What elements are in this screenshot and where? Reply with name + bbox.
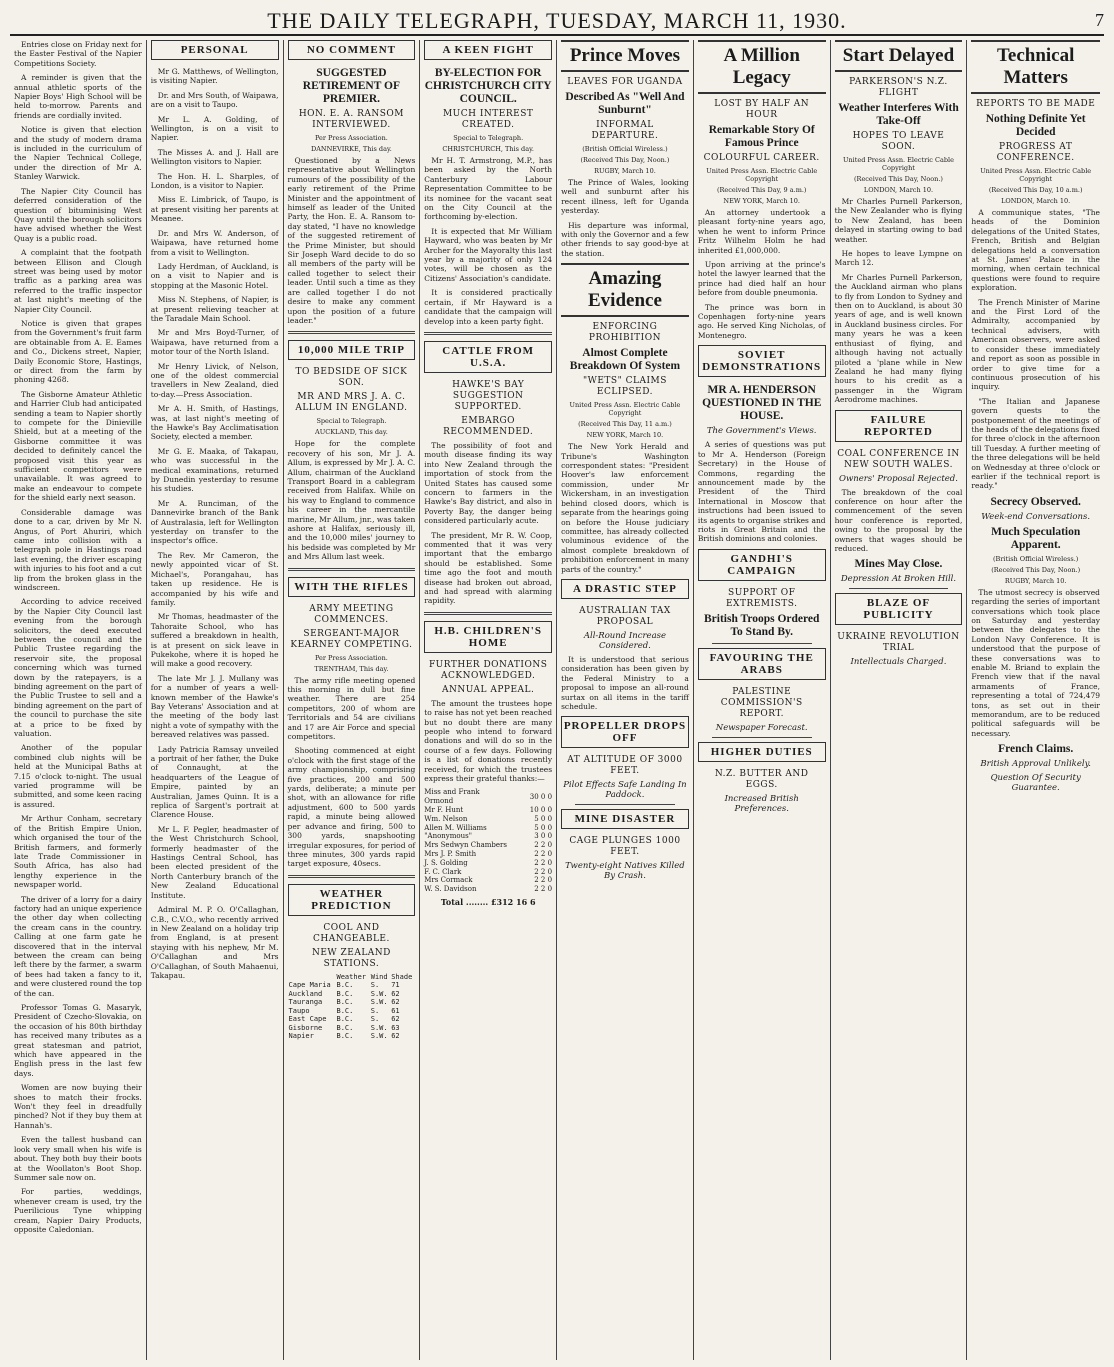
paragraph: The Gisborne Amateur Athletic and Harrier Club had anticipated sending a team to Napier shortly to compete for the Dinieville Shield, but at a meeting of the Gisborne committee it was decided to definitely cancel the proposed visit this year as sufficient competitors were unavailable. It was agreed to make an endeavour to compete for the shield early next season.	[14, 389, 142, 503]
paragraph: Even the tallest husband can look very small when his wife is about. They both buy their boots at the Woollaton's Boot Shop. Summer sale now on.	[14, 1135, 142, 1182]
paragraph: The president, Mr R. W. Coop, commented that it was very important that the embargo should be established. Some time ago the foot and mouth disease had broken out abroad, and had spread with alarming rapidity.	[424, 530, 553, 606]
donor-name: W. S. Davidson	[424, 885, 477, 894]
dateline: RUGBY, March 10.	[1004, 576, 1067, 585]
donation-row	[424, 859, 552, 868]
subheadline: Newspaper Forecast.	[715, 722, 808, 733]
credit-line: (Received This Day, Noon.)	[580, 156, 670, 164]
weather-row	[288, 1007, 416, 1016]
donation-row	[424, 832, 552, 841]
subheadline: FURTHER DONATIONS ACKNOWLEDGED.	[428, 659, 548, 681]
column-news-8	[967, 40, 1104, 1360]
headline: SUGGESTED RETIREMENT OF PREMIER.	[302, 67, 401, 105]
masthead	[10, 6, 1104, 36]
donation-amount: 2 2 0	[534, 876, 553, 885]
donation-row	[424, 788, 552, 806]
donation-amount: 10 0 0	[529, 806, 553, 815]
weather-cell: S.W.	[370, 998, 388, 1007]
section-heading: H.B. CHILDREN'S HOME	[424, 621, 552, 653]
subheadline: Intellectuals Charged.	[850, 657, 947, 668]
weather-cell: 61	[391, 1006, 400, 1015]
donation-amount: 2 2 0	[534, 858, 553, 867]
donor-name: Mr F. Hunt	[424, 806, 464, 815]
paragraph: Mr and Mrs Boyd-Turner, of Waipawa, have returned from a motor tour of the North Island.	[150, 328, 279, 357]
weather-cell: B.C.	[336, 1015, 354, 1024]
column-news-4	[420, 40, 557, 1360]
paragraph: Notice is given that grapes from the Government's fruit farm are obtainable from A. E. Eames and Co., Dickens street, Napier, Daily Economic Store, Hastings, or direct from the farm by phoning 4268.	[14, 318, 142, 385]
donation-row	[424, 850, 552, 859]
weather-cell: Taupo	[288, 1006, 310, 1015]
section-heading: GANDHI'S CAMPAIGN	[698, 549, 826, 581]
story-body	[424, 699, 552, 784]
paragraph: The utmost secrecy is observed regarding the series of important conversations which took place on Saturday and yesterday between the delegates to the London Navy Conference. It is understood that the purpose of these conversations was to enable M. Briand to explain the French view that if the naval armaments of France, representing a total of 724,479 tons, as set out in their memorandum, are to be reduced political safeguards will be necessary.	[971, 587, 1100, 738]
paragraph: "The Italian and Japanese govern quests to the postponement of the meetings of the heads of the delegations fixed for three o'clock in the afternoon till Tuesday. A further meeting of the three delegations will be held on Wednesday at three o'clock or earlier if the technical report is ready."	[971, 396, 1100, 491]
weather-cell: B.C.	[336, 981, 354, 990]
subheadline: PALESTINE COMMISSION'S REPORT.	[720, 686, 803, 719]
paragraph: Mr Arthur Conham, secretary of the British Empire Union, which organised the tour of the British farmers, and formerly late Trade Commissioner in South Africa, has also had lengthy experience in the newspaper world.	[14, 814, 142, 890]
story-body	[288, 156, 416, 325]
subheadline: HAWKE'S BAY SUGGESTION SUPPORTED.	[452, 379, 525, 412]
headline: Almost Complete Breakdown Of System	[569, 347, 681, 373]
weather-table	[288, 973, 416, 1041]
donation-row	[424, 876, 552, 885]
weather-row	[288, 1015, 416, 1024]
paragraph: The prince was born in Copenhagen forty-nine years ago. He served King Nicholas, of Montenegro.	[697, 302, 826, 340]
subheadline: British Approval Unlikely.	[980, 759, 1091, 770]
section-heading: A DRASTIC STEP	[561, 579, 689, 599]
credit-line: Special to Telegraph.	[453, 134, 524, 142]
paragraph: A complaint that the footpath between Ellison and Clough street was being used by motor traffic as a parking area was referred to the traffic inspector at last night's meeting of the Napier City Council.	[14, 248, 142, 314]
divider	[288, 331, 416, 334]
paragraph: A series of questions was put to Mr A. Henderson (Foreign Secretary) in the House of Commons, regarding the announcement made by the President of the Third International in Moscow that instructions had been issued to its agents to organise strikes and riots in Great Britain and the British dominions and colonies.	[697, 440, 826, 544]
weather-cell: S.W.	[370, 1023, 388, 1032]
paragraph: The breakdown of the coal conference on hour after the commencement of the seven hour conference is reported, owing to the proposal by the owners that wages should be reduced.	[834, 487, 963, 553]
paragraph: Upon arriving at the prince's hotel the lawyer learned that the prince had died half an hour before from double pneumonia.	[697, 260, 826, 298]
subheadline: AT ALTITUDE OF 3000 FEET.	[567, 755, 683, 777]
divider	[424, 332, 552, 335]
paragraph: The Napier City Council has deferred consideration of the question of bituminising West Quay until the borough solicitors have advised whether the West Quay is a public road.	[14, 186, 142, 243]
column-news-5	[557, 40, 694, 1360]
donor-name: Wm. Nelson	[424, 814, 468, 823]
subheadline: HOPES TO LEAVE SOON.	[852, 131, 945, 152]
paragraph: The Hon. H. L. Sharples, of London, is a visitor to Napier.	[150, 171, 279, 191]
weather-column-header: Wind	[370, 972, 388, 981]
column-local-notes	[10, 40, 147, 1360]
story-body	[698, 208, 826, 340]
section-heading: FAVOURING THE ARABS	[698, 648, 826, 680]
credit-line: Per Press Association.	[314, 653, 388, 662]
paragraph: His departure was informal, with only the Governor and a few other friends to say good-bye at the station.	[561, 220, 689, 258]
donation-row	[424, 824, 552, 833]
headline-large: Start Delayed	[835, 40, 963, 72]
paragraph: Miss E. Limbrick, of Taupo, is at present visiting her parents at Meanee.	[150, 195, 279, 224]
column-news-6	[694, 40, 831, 1360]
paragraph: Mr G. Matthews, of Wellington, is visiting Napier.	[150, 67, 279, 86]
credit-line: (British Official Wireless.)	[582, 145, 668, 153]
weather-cell: East Cape	[288, 1015, 327, 1024]
divider	[288, 875, 416, 878]
section-heading: CATTLE FROM U.S.A.	[424, 341, 552, 373]
paragraph: Mr Charles Purnell Parkerson, the New Zealander who is flying to New Zealand, has been delayed in starting owing to bad weather.	[834, 197, 963, 244]
personal-items	[151, 67, 279, 980]
donations-total: Total ........ £312 16 6	[440, 897, 536, 908]
weather-cell: Gisborne	[288, 1023, 323, 1032]
credit-line: United Press Assn. Electric Cable Copyright	[569, 401, 681, 418]
donor-name: Mrs Sedwyn Chambers	[424, 841, 507, 850]
paragraph: The amount the trustees hope to raise has not yet been reached but no doubt there are many people who intend to forward donations and will do so in the course of a few days. Following is a list of donations recently received, for which the trustees express their grateful thanks:—	[424, 698, 553, 784]
paragraph: Hope for the complete recovery of his son, Mr J. A. Allum, is expressed by Mr J. A. C. Allum, chairman of the Auckland Transport Board in a cablegram received from Halifax. While on his way to England to commence his career in the mercantile marine, Mr Allum, jnr., was taken ashore at Halifax, seriously ill, and the 10,000 miles' journey to his bedside was completed by Mr and Mrs Allum last week.	[287, 439, 416, 562]
weather-row	[288, 990, 416, 999]
paragraph: Mr G. E. Maaka, of Takapau, who was successful in the medical examinations, returned by Dunedin yesterday to resume his studies.	[150, 446, 279, 494]
credit-line: United Press Assn. Electric Cable Copyright	[706, 167, 818, 183]
subheadline: Pilot Effects Safe Landing In Paddock.	[563, 780, 687, 801]
donation-row	[424, 806, 552, 815]
donation-amount: 2 2 0	[534, 885, 553, 894]
paragraph: Professor Tomas G. Masaryk, President of Czecho-Slovakia, on the occasion of his 80th birthday has received many tributes as a great statesman and patriot, which have appeared in the English press in the last few days.	[14, 1003, 142, 1078]
subheadline: ANNUAL APPEAL.	[441, 684, 535, 695]
donation-row	[424, 885, 552, 894]
paragraph: Questioned by a News representative about Wellington rumours of the possibility of the early retirement of the Prime Minister and the appointment of himself as leader of the United Party, the Hon. E. A. Ransom to-day stated, "I have no knowledge of the suggested retirement of the Prime Minister, but should Sir Joseph Ward decide to do so all members of the party will be called together to select their leader. Until such a time as they are called together I do not desire to make any comment upon the position of a future leader."	[287, 156, 416, 325]
weather-cell: S.	[370, 981, 380, 990]
subheadline: UKRAINE REVOLUTION TRIAL	[837, 632, 960, 654]
subheadline: ARMY MEETING COMMENCES.	[309, 603, 394, 625]
paragraph: He hopes to leave Lympne on March 12.	[834, 249, 963, 268]
subheadline: LEAVES FOR UGANDA	[567, 77, 683, 87]
weather-column-header: Weather	[336, 972, 367, 981]
section-heading: BLAZE OF PUBLICITY	[835, 593, 963, 625]
section-heading: MINE DISASTER	[561, 809, 689, 829]
paragraph: The army rifle meeting opened this morning in dull but fine weather. There are 254 competitors, 200 of whom are Territorials and 54 are civilians and 17 are Air Force and special competitors.	[287, 675, 416, 742]
subheadline: TO BEDSIDE OF SICK SON.	[295, 367, 408, 389]
story-body	[424, 156, 552, 326]
weather-cell: 62	[391, 998, 400, 1007]
weather-cell: Napier	[288, 1032, 314, 1041]
paragraph: Miss N. Stephens, of Napier, is at present relieving teacher at the Taradale Main School.	[150, 295, 279, 323]
paragraph: A reminder is given that the annual athletic sports of the Napier Boys' High School will be held to-morrow. Parents and friends are cordially invited.	[14, 73, 142, 120]
donor-name: J. S. Golding	[424, 858, 468, 867]
section-heading: 10,000 MILE TRIP	[288, 340, 416, 360]
donation-amount: 5 0 0	[534, 823, 553, 832]
story-body	[561, 178, 689, 258]
paragraph: Notice is given that election and the study of modern drama is included in the curriculum of the Napier Technical College, under the direction of Mr A. Stanley Warwick.	[14, 125, 142, 182]
subheadline: REPORTS TO BE MADE	[976, 99, 1096, 109]
headline: Remarkable Story Of Famous Prince	[708, 124, 815, 149]
weather-cell: B.C.	[336, 989, 354, 998]
paragraph: Mr Thomas, headmaster of the Tahoraite School, who has suffered a breakdown in health, is at present on sick leave in Pukekohe, where it is hoped he will make a good recovery.	[150, 612, 279, 669]
subheadline: COAL CONFERENCE IN NEW SOUTH WALES.	[837, 448, 960, 470]
section-heading: WITH THE RIFLES	[288, 577, 416, 597]
column-news-7	[831, 40, 968, 1360]
dateline: NEW YORK, March 10.	[586, 431, 664, 440]
credit-line: (Received This Day, 10 a.m.)	[988, 186, 1083, 194]
dateline: TRENTHAM, This day.	[314, 664, 389, 673]
subheadline: CAGE PLUNGES 1000 FEET.	[569, 836, 681, 858]
paragraph: The late Mr J. J. Mullany was for a number of years a well-known member of the Hawke's Bay Veterans' Association and at the meeting of the body last night a vote of sympathy with the bereaved relatives was passed.	[150, 673, 279, 740]
subheadline: "WETS" CLAIMS ECLIPSED.	[582, 376, 667, 398]
subheadline: EMBARGO RECOMMENDED.	[443, 415, 534, 437]
story-body	[698, 440, 826, 543]
paragraph: It is understood that serious consideration has been given by the Federal Ministry to a proposal to impose an all-round surtax on all items in the tariff schedule.	[561, 654, 689, 711]
headline: Secrecy Observed.	[990, 495, 1081, 508]
subheadline: SERGEANT-MAJOR KEARNEY COMPETING.	[290, 628, 413, 650]
divider	[288, 568, 416, 571]
paragraph: The Prince of Wales, looking well and sunburnt after his recent illness, left for Uganda yesterday.	[561, 178, 689, 216]
divider	[712, 737, 812, 738]
paragraph: It is expected that Mr William Hayward, who was beaten by Mr Archer for the Mayoralty this last year by a majority of only 124 votes, will be chosen as the Citizens' Association's candidate.	[424, 226, 553, 283]
headline-large: Prince Moves	[561, 40, 689, 72]
headline: Nothing Definite Yet Decided	[985, 113, 1086, 138]
headline: British Troops Ordered To Stand By.	[703, 612, 820, 638]
weather-cell: Tauranga	[288, 998, 323, 1007]
weather-cell: 62	[391, 1032, 400, 1041]
subheadline: PROGRESS AT CONFERENCE.	[996, 142, 1075, 163]
paragraph: Women are now buying their shoes to match their frocks. Won't they feel in dreadfully pinched? Not if they buy them at Hannah's.	[14, 1083, 142, 1130]
dateline: DANNEVIRKE, This day.	[311, 145, 392, 153]
weather-cell: S.	[370, 1006, 380, 1015]
weather-subheading: COOL AND CHANGEABLE.	[312, 922, 390, 944]
weather-cell: B.C.	[336, 1023, 354, 1032]
subheadline: N.Z. BUTTER AND EGGS.	[714, 768, 809, 790]
credit-line: (Received This Day, 11 a.m.)	[578, 420, 672, 429]
divider	[849, 588, 949, 589]
headline-large: A Million Legacy	[698, 40, 826, 94]
credit-line: (Received This Day, 9 a.m.)	[716, 186, 807, 194]
subheadline: AUSTRALIAN TAX PROPOSAL	[579, 605, 671, 627]
weather-cell: 62	[391, 1015, 400, 1024]
story-body	[424, 441, 552, 606]
weather-heading: WEATHER PREDICTION	[288, 884, 416, 916]
dateline: RUGBY, March 10.	[594, 167, 656, 175]
story-body	[971, 588, 1100, 739]
dateline: NEW YORK, March 10.	[723, 197, 800, 205]
donor-name: Mrs J. P. Smith	[424, 850, 477, 859]
weather-header-row	[288, 973, 416, 982]
subheadline: INFORMAL DEPARTURE.	[591, 120, 659, 141]
paragraph: Entries close on Friday next for the Easter Festival of the Napier Competitions Society.	[14, 40, 142, 68]
headline: BY-ELECTION FOR CHRISTCHURCH CITY COUNCIL.	[424, 67, 552, 105]
paragraph: Mr L. A. Golding, of Wellington, is on a visit to Napier.	[150, 114, 279, 143]
subheadline: MR AND MRS J. A. C. ALLUM IN ENGLAND.	[295, 392, 408, 414]
columns	[10, 40, 1104, 1360]
story-body	[971, 208, 1100, 491]
donation-amount: 3 0 0	[534, 832, 553, 841]
weather-row	[288, 998, 416, 1007]
divider	[712, 643, 812, 644]
page-number: 7	[1095, 10, 1104, 30]
section-heading: SOVIET DEMONSTRATIONS	[698, 345, 826, 377]
weather-cell: 71	[391, 981, 400, 990]
credit-line: (British Official Wireless.)	[993, 554, 1079, 563]
headline: Weather Interferes With Take-Off	[838, 102, 959, 127]
weather-cell: Auckland	[288, 989, 323, 998]
subheadline: PARKERSON'S N.Z. FLIGHT	[849, 77, 948, 98]
divider	[424, 612, 552, 615]
headline: Mines May Close.	[854, 558, 943, 571]
donation-amount: 2 2 0	[534, 841, 553, 850]
dateline: CHRISTCHURCH, This day.	[442, 145, 534, 153]
paragraph: Another of the popular combined club nights will be held at the Municipal Baths at 7.15 o'clock to-night. The usual varied programme will be submitted, and some keen racing is assured.	[14, 743, 142, 809]
weather-cell: S.W.	[370, 989, 388, 998]
credit-line: Special to Telegraph.	[316, 417, 387, 426]
weather-row	[288, 1024, 416, 1033]
section-heading: NO COMMENT	[288, 40, 416, 60]
paragraph: Shooting commenced at eight o'clock with the first stage of the army championship, comprising five practices, 200 and 500 yards, deliberate; a minute per shot, with an allowance for rifle adjustment, 600 to 500 yards rapid, a minute being allowed per advance and firing, 500 to 300 yards, snapshooting irregular exposures, for period of three minutes, 300 yards rapid target exposure, 40secs.	[287, 746, 416, 869]
weather-column-header	[288, 973, 336, 982]
weather-row	[288, 1032, 416, 1041]
subheadline: LOST BY HALF AN HOUR	[714, 99, 810, 120]
weather-column-header: Shade	[391, 972, 413, 981]
credit-line: Per Press Association.	[314, 134, 388, 142]
section-heading: A KEEN FIGHT	[424, 40, 552, 60]
weather-cell: 63	[391, 1023, 400, 1032]
divider	[575, 804, 675, 805]
donation-amount: 5 0 0	[534, 814, 553, 823]
paragraph: The Rev. Mr Cameron, the newly appointed vicar of St. Michael's, Porangahau, has taken up residence. He is accompanied by his wife and family.	[150, 550, 279, 607]
donor-name: F. C. Clark	[424, 867, 462, 876]
weather-cell: S.W.	[370, 1032, 388, 1041]
subheadline: Twenty-eight Natives Killed By Crash.	[565, 861, 685, 882]
story-body	[561, 655, 689, 711]
dateline: LONDON, March 10.	[1001, 197, 1071, 205]
dateline: LONDON, March 10.	[863, 186, 934, 194]
paragraph: The possibility of foot and mouth disease finding its way into New Zealand through the importation of stock from the United States has caused some concern to farmers in the Hawke's Bay district, and also in Poverty Bay, the danger being considered particularly acute.	[424, 440, 553, 526]
donation-amount: 2 2 0	[534, 850, 553, 859]
paragraph: Mr H. T. Armstrong, M.P., has been asked by the North Canterbury Labour Representation Committee to be its nominee for the vacant seat on the City Council at the forthcoming by-election.	[424, 156, 553, 222]
paragraph: Lady Herdman, of Auckland, is on a visit to Napier and is stopping at the Masonic Hotel.	[150, 261, 279, 290]
paragraph: Admiral M. P. O. O'Callaghan, C.B., C.V.O., who recently arrived in New Zealand on a holiday trip from England, is at present staying with his nephew, Mr M. O'Callaghan and Mrs O'Callaghan, of South Mahaenui, Takapau.	[150, 905, 279, 980]
masthead-title: THE DAILY TELEGRAPH, TUESDAY, MARCH 11, 1930.	[267, 8, 847, 33]
paragraph: The driver of a lorry for a dairy factory had an unique experience the other day when collecting the cream cans in the country. Calling at one farm gate he discovered that in the interval between the cream can being left there by the farmer, a swarm of bees had taken a fancy to it, and were clustered round the top of the can.	[14, 894, 142, 998]
donation-amount: 30 0 0	[529, 792, 553, 801]
paragraph: Dr. and Mrs W. Anderson, of Waipawa, have returned home from a visit to Wellington.	[150, 228, 279, 257]
subheadline: Week-end Conversations.	[981, 511, 1091, 522]
donor-name: Mrs Cormack	[424, 876, 473, 885]
headline-large: Technical Matters	[971, 40, 1100, 94]
weather-table-title: NEW ZEALAND STATIONS.	[311, 947, 391, 969]
section-heading: HIGHER DUTIES	[698, 742, 826, 762]
donation-row	[424, 815, 552, 824]
paragraph: Lady Patricia Ramsay unveiled a portrait of her father, the Duke of Connaught, at the headquarters of the League of Empire, painted by an Australian, James Quinn. It is a replica of Sargent's portrait at Clarence House.	[150, 744, 279, 820]
subheadline: HON. E. A. RANSOM INTERVIEWED.	[298, 109, 404, 130]
section-heading: FAILURE REPORTED	[835, 410, 963, 442]
donations-list	[424, 788, 552, 894]
weather-cell: 62	[391, 989, 400, 998]
story-body	[288, 676, 416, 869]
subheadline: SUPPORT OF EXTREMISTS.	[725, 587, 798, 609]
paragraph: Considerable damage was done to a car, driven by Mr N. Angus, of Port Ahuriri, which came into collision with a telegraph pole in Hastings road last evening, the driver escaping with injuries to his foot and a cut lip from the broken glass in the windscreen.	[14, 507, 142, 592]
headline: Described As "Well And Sunburnt"	[565, 91, 685, 116]
headline-large: Amazing Evidence	[561, 263, 689, 317]
credit-line: United Press Assn. Electric Cable Copyright	[843, 156, 954, 172]
credit-line: United Press Assn. Electric Cable Copyright	[980, 167, 1092, 183]
column-personal	[147, 40, 284, 1360]
donation-row	[424, 841, 552, 850]
paragraph: Dr. and Mrs South, of Waipawa, are on a visit to Taupo.	[150, 90, 279, 110]
headline: French Claims.	[998, 743, 1074, 756]
paragraph: The French Minister of Marine and the First Lord of the Admiralty, accompanied by technical advisers, with American observers, were asked to consider these immediately and report as soon as possible in order to give time for a continuous prosecution of his inquiry.	[971, 297, 1100, 392]
subheadline: All-Round Increase Considered.	[583, 630, 667, 651]
paragraph: It is considered practically certain, if Mr Hayward is a candidate that the campaign will develop into a keen party fight.	[424, 288, 553, 326]
subheadline: COLOURFUL CAREER.	[703, 153, 820, 163]
paragraph: According to advice received by the Napier City Council last evening from the borough solicitors, the deed executed between the council and the Public Trustee regarding the reservoir site, the proposal concerning which was turned down by the ratepayers, is a binding agreement on the part of the Public Trustee to sell and a binding agreement on the part of the council to purchase the site at a price to be fixed by valuation.	[14, 597, 142, 739]
donation-row	[424, 868, 552, 877]
donation-amount: 2 2 0	[534, 867, 553, 876]
donor-name: "Anonymous"	[424, 832, 472, 841]
paragraph: Mr Henry Livick, of Nelson, one of the oldest commercial travellers in New Zealand, died to-day.—Press Association.	[150, 361, 279, 399]
paragraph: The New York Herald and Tribune's Washington correspondent states: "President Hoover's law enforcement commission, under Mr Wickersham, in an investigation behind closed doors, which is separate from the hearings going on before the House judiciary committee, has already collected voluminous evidence of the almost complete breakdown of prohibition enforcement in many parts of the country."	[561, 442, 689, 574]
paragraph: Mr L. F. Pegler, headmaster of the West Christchurch School, formerly headmaster of the Hastings Central School, has been elected president of the North Canterbury branch of the New Zealand Educational Institute.	[150, 824, 279, 900]
column-news-3	[284, 40, 421, 1360]
paragraph: Mr A. Runciman, of the Dannevirke branch of the Bank of Australasia, left for Wellington yesterday on transfer to the inspector's office.	[150, 498, 279, 546]
weather-cell: B.C.	[336, 998, 354, 1007]
paragraph: The Misses A. and J. Hall are Wellington visitors to Napier.	[150, 147, 279, 167]
story-body	[561, 442, 689, 574]
donor-name: Miss and Frank Ormond	[424, 788, 480, 806]
subheadline: The Government's Views.	[706, 426, 817, 437]
paragraph: An attorney undertook a pleasant forty-nine years ago, when he went to inform Prince Fritz Wilhelm Holm he had inherited £1,000,000.	[697, 208, 826, 255]
story-body	[288, 439, 416, 561]
subheadline: ENFORCING PROHIBITION	[588, 322, 661, 344]
weather-row	[288, 981, 416, 990]
weather-cell: Cape Maria	[288, 981, 331, 990]
donor-name: Allen M. Williams	[424, 823, 487, 832]
paragraph: A communique states, "The heads of the Dominion delegations of the United States, French, British and Belgian delegations held a conversation at St. James' Palace in the morning, when certain technical questions were found to require exploration.	[971, 208, 1100, 293]
credit-line: (Received This Day, Noon.)	[991, 565, 1081, 574]
credit-line: (Received This Day, Noon.)	[854, 175, 943, 183]
headline: Much Speculation Apparent.	[991, 525, 1081, 551]
subheadline: MUCH INTEREST CREATED.	[442, 109, 534, 130]
section-heading: PROPELLER DROPS OFF	[561, 716, 689, 748]
subheadline: Depression At Broken Hill.	[840, 574, 957, 585]
paragraph: Mr Charles Purnell Parkerson, the Auckland airman who plans to fly from London to Sydney and then on to Auckland, is about 30 years of age, and is well known in Auckland business circles. For many years he was a keen enthusiast of flying, and although having not actually piloted a 'plane while in New Zealand he had many flying hours to his credit as a passenger in the Wigram Aerodrome machines.	[834, 272, 963, 405]
headline: MR A. HENDERSON QUESTIONED IN THE HOUSE.	[702, 384, 822, 423]
weather-cell: B.C.	[336, 1032, 354, 1041]
subheadline: Owners' Proposal Rejected.	[838, 473, 958, 484]
story-body	[835, 488, 963, 554]
section-heading: PERSONAL	[151, 40, 279, 60]
dateline: AUCKLAND, This day.	[315, 428, 388, 437]
paragraph: For parties, weddings, whenever cream is used, try the Puerilicious Tyne whipping cream, Napier Dairy Products, opposite Caledonian.	[14, 1187, 142, 1234]
paragraph: Mr A. H. Smith, of Hastings, was, at last night's meeting of the Hawke's Bay Acclimatisation Society, elected a member.	[150, 404, 279, 442]
story-body	[835, 197, 963, 405]
subheadline: Increased British Preferences.	[724, 793, 799, 814]
subheadline: Question Of Security Guarantee.	[990, 773, 1081, 794]
weather-cell: S.	[370, 1015, 380, 1024]
weather-cell: B.C.	[336, 1006, 354, 1015]
